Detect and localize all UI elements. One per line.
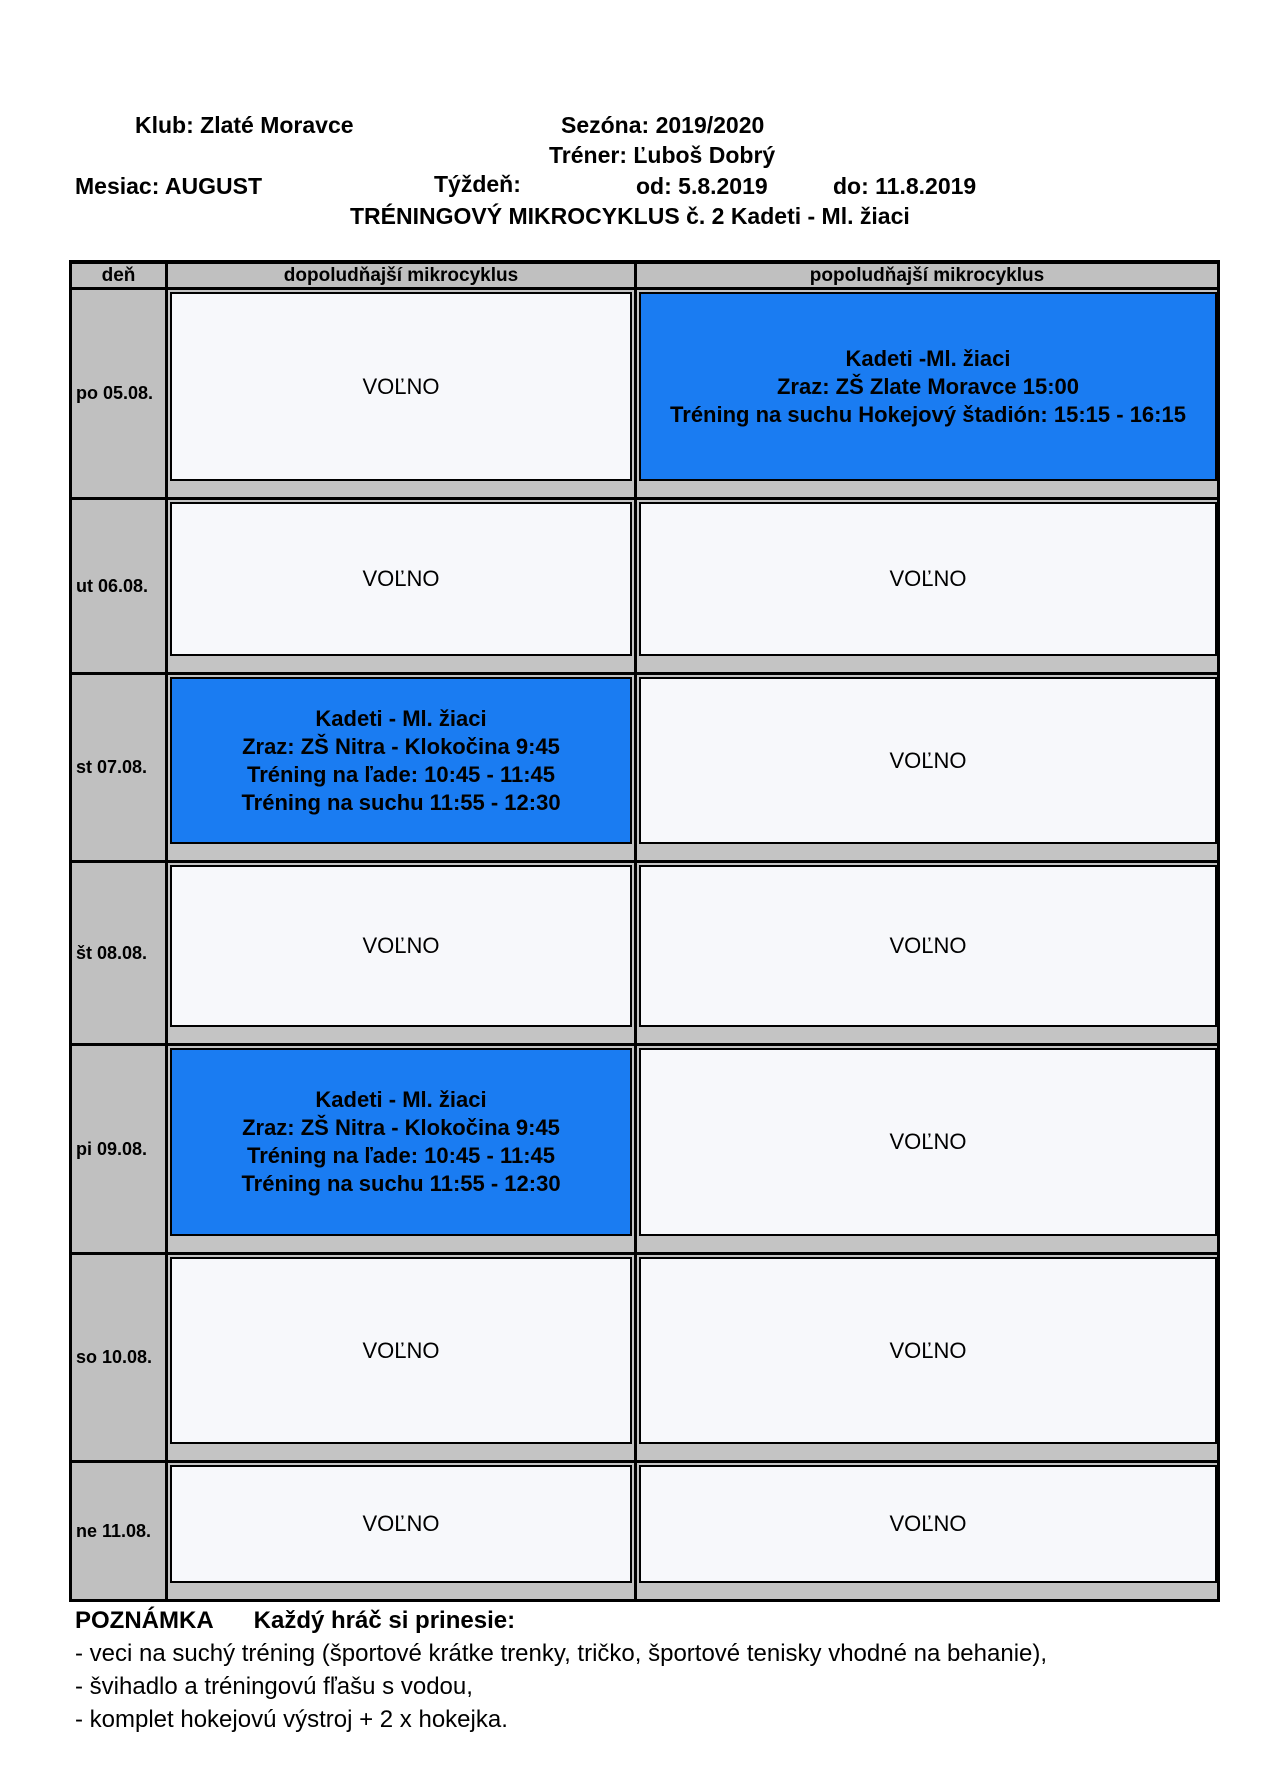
morning-slot — [165, 1046, 634, 1255]
column-header-day: deň — [69, 260, 165, 290]
free-slot — [639, 1257, 1217, 1444]
day-cell: ut 06.08. — [69, 500, 165, 675]
slot-text-line: VOĽNO — [889, 566, 967, 591]
afternoon-slot — [634, 1046, 1220, 1255]
slot-text-line: VOĽNO — [889, 1337, 967, 1363]
free-slot — [170, 292, 632, 481]
morning-slot — [165, 500, 634, 675]
slot-text-line: Tréning na ľade: 10:45 - 11:45 — [246, 1143, 556, 1168]
afternoon-slot — [634, 290, 1220, 500]
free-slot — [170, 502, 632, 656]
free-slot — [170, 1465, 632, 1583]
table-row — [69, 500, 1220, 675]
day-cell: st 07.08. — [69, 675, 165, 863]
slot-text-line: Kadeti - Ml. žiaci — [315, 705, 487, 731]
document-title: TRÉNINGOVÝ MIKROCYKLUS č. 2 Kadeti - Ml. žiaci — [350, 203, 910, 229]
training-block — [170, 1048, 632, 1236]
table-row — [69, 1255, 1220, 1463]
free-slot — [170, 1257, 632, 1444]
note-heading — [75, 1604, 1047, 1637]
morning-slot — [165, 1255, 634, 1463]
afternoon-slot — [634, 863, 1220, 1046]
slot-text-line: Kadeti -Ml. žiaci — [845, 345, 1011, 371]
day-cell: so 10.08. — [69, 1255, 165, 1463]
slot-text-line: VOĽNO — [889, 933, 967, 958]
slot-text-line: VOĽNO — [889, 1129, 967, 1154]
club-label: Klub: Zlaté Moravce — [135, 112, 354, 138]
slot-text-line: Tréning na suchu Hokejový štadión: 15:15 - 16:15 — [670, 401, 1186, 427]
slot-text-line: Tréning na suchu 11:55 - 12:30 — [241, 789, 561, 815]
week-to-date: do: 11.8.2019 — [833, 173, 977, 199]
table-row — [69, 675, 1220, 863]
table-row — [69, 290, 1220, 500]
note-item: - švihadlo a tréningovú fľašu s vodou, — [75, 1673, 473, 1700]
training-block — [639, 292, 1217, 481]
table-row — [69, 1463, 1220, 1602]
slot-text-line: VOĽNO — [362, 1511, 440, 1536]
slot-text-line: VOĽNO — [362, 566, 440, 591]
slot-text-line: VOĽNO — [362, 1337, 440, 1363]
afternoon-slot — [634, 500, 1220, 675]
table-row — [69, 863, 1220, 1046]
note-item: - veci na suchý tréning (športové krátke trenky, tričko, športové tenisky vhodné na behanie), — [75, 1640, 1048, 1667]
note-label: POZNÁMKA — [75, 1607, 214, 1634]
week-from-date: od: 5.8.2019 — [636, 173, 768, 199]
trainer-label: Tréner: Ľuboš Dobrý — [549, 142, 776, 168]
afternoon-slot — [634, 1463, 1220, 1602]
slot-text-line: VOĽNO — [362, 933, 440, 958]
training-block — [170, 677, 632, 844]
slot-text-line: Kadeti - Ml. žiaci — [315, 1087, 487, 1112]
note-intro: Každý hráč si prinesie: — [253, 1607, 516, 1634]
free-slot — [639, 1048, 1217, 1236]
afternoon-slot — [634, 1255, 1220, 1463]
week-label: Týždeň: — [434, 171, 521, 197]
slot-text-line: VOĽNO — [889, 747, 967, 773]
slot-text-line: Zraz: ZŠ Nitra - Klokočina 9:45 — [242, 1115, 560, 1140]
free-slot — [170, 865, 632, 1027]
slot-text-line: VOĽNO — [889, 1511, 967, 1536]
free-slot — [639, 865, 1217, 1027]
slot-text-line: Tréning na ľade: 10:45 - 11:45 — [246, 761, 556, 787]
free-slot — [639, 502, 1217, 656]
free-slot — [639, 677, 1217, 844]
morning-slot — [165, 675, 634, 863]
slot-text-line: Zraz: ZŠ Zlate Moravce 15:00 — [776, 373, 1079, 399]
note-section — [75, 1604, 1047, 1736]
day-cell: ne 11.08. — [69, 1463, 165, 1602]
month-label: Mesiac: AUGUST — [75, 173, 263, 199]
day-cell: pi 09.08. — [69, 1046, 165, 1255]
morning-slot — [165, 863, 634, 1046]
column-header-afternoon: popoludňajší mikrocyklus — [634, 260, 1220, 290]
morning-slot — [165, 1463, 634, 1602]
day-cell: št 08.08. — [69, 863, 165, 1046]
slot-text-line: Tréning na suchu 11:55 - 12:30 — [241, 1171, 561, 1196]
season-label: Sezóna: 2019/2020 — [561, 112, 765, 138]
slot-text-line: Zraz: ZŠ Nitra - Klokočina 9:45 — [242, 733, 560, 759]
slot-text-line: VOĽNO — [362, 373, 440, 399]
schedule-table — [69, 260, 1220, 1572]
free-slot — [639, 1465, 1217, 1583]
column-header-morning: dopoludňajší mikrocyklus — [165, 260, 634, 290]
table-row — [69, 1046, 1220, 1255]
day-cell: po 05.08. — [69, 290, 165, 500]
note-item: - komplet hokejovú výstroj + 2 x hokejka. — [75, 1706, 508, 1733]
afternoon-slot — [634, 675, 1220, 863]
morning-slot — [165, 290, 634, 500]
